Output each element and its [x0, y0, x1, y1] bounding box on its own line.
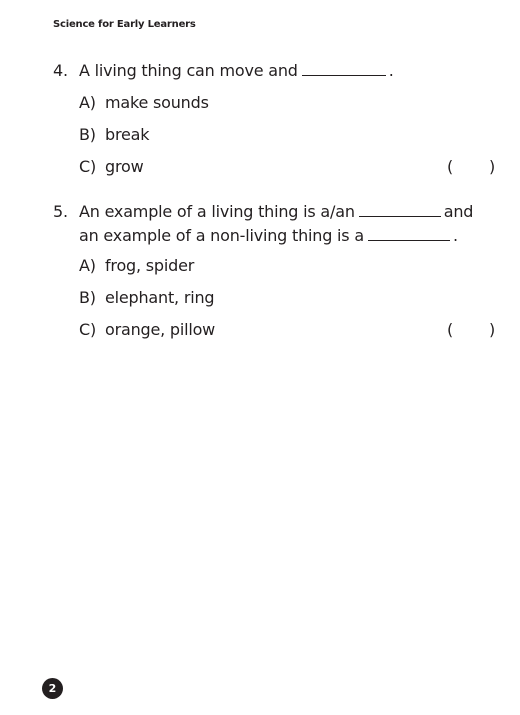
option-text: make sounds — [105, 93, 209, 112]
question-stem-text-end: . — [452, 226, 458, 245]
option-text: break — [105, 125, 150, 144]
question-number: 4. — [53, 61, 68, 80]
answer-blank[interactable] — [302, 75, 386, 76]
question-stem-text-end: . — [388, 61, 394, 80]
answer-box-open: ( — [447, 157, 454, 176]
answer-box-close: ) — [488, 320, 495, 339]
option-b[interactable] — [79, 282, 473, 314]
option-letter: B) — [79, 125, 96, 144]
page-header-title: Science for Early Learners — [53, 19, 196, 30]
answer-box-close: ) — [488, 157, 495, 176]
question-stem-text-mid: and — [443, 202, 474, 221]
question-stem-text-2: an example of a non-living thing is a — [79, 226, 364, 245]
option-letter: A) — [79, 93, 96, 112]
question-number: 5. — [53, 202, 68, 221]
question-5-stem-line-1 — [53, 200, 473, 224]
options-list — [79, 87, 495, 183]
question-stem-text: A living thing can move and — [79, 61, 298, 80]
option-a[interactable] — [79, 87, 394, 119]
option-letter: B) — [79, 288, 96, 307]
option-text: orange, pillow — [105, 320, 216, 339]
option-text: frog, spider — [105, 256, 195, 275]
page-number-badge: 2 — [42, 678, 63, 699]
question-4-stem — [53, 59, 394, 83]
option-b[interactable] — [79, 119, 394, 151]
answer-box-open: ( — [447, 320, 454, 339]
option-a[interactable] — [79, 250, 473, 282]
option-c[interactable] — [79, 314, 495, 346]
option-text: elephant, ring — [105, 288, 215, 307]
option-c[interactable] — [79, 151, 495, 183]
options-list — [79, 250, 495, 346]
answer-box[interactable] — [447, 314, 495, 346]
answer-blank-non-living[interactable] — [368, 240, 450, 241]
question-4 — [53, 59, 495, 183]
question-5 — [53, 200, 495, 346]
option-letter: A) — [79, 256, 96, 275]
answer-blank-living[interactable] — [359, 216, 441, 217]
answer-box[interactable] — [447, 151, 495, 183]
option-text: grow — [105, 157, 144, 176]
option-letter: C) — [79, 157, 97, 176]
option-letter: C) — [79, 320, 97, 339]
question-5-stem-line-2 — [53, 224, 473, 248]
question-stem-text: An example of a living thing is a/an — [79, 202, 355, 221]
